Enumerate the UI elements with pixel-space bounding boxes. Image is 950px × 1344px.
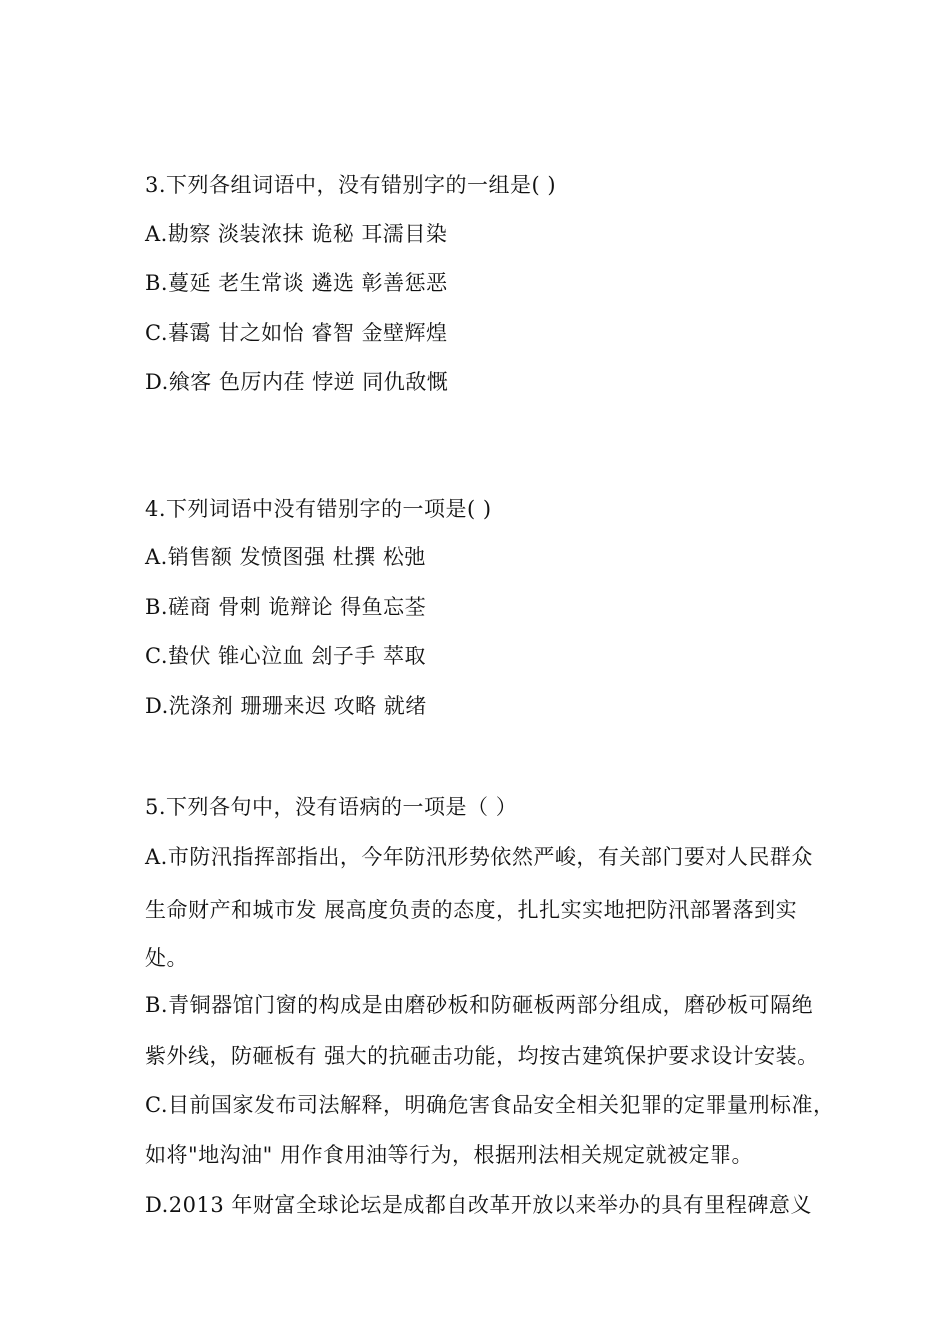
question-5-option-a-line-3: 处。 (145, 946, 188, 970)
question-5-option-a-line-1: A.市防汛指挥部指出，今年防汛形势依然严峻，有关部门要对人民群众 (145, 845, 813, 869)
question-5-option-c-line-2: 如将"地沟油" 用作食用油等行为，根据刑法相关规定就被定罪。 (145, 1143, 753, 1167)
question-5-option-d-line-1: D.2013 年财富全球论坛是成都自改革开放以来举办的具有里程碑意义 (145, 1193, 812, 1217)
question-4-stem: 4.下列词语中没有错别字的一项是( ) (145, 497, 492, 521)
question-5-option-c-line-1: C.目前国家发布司法解释，明确危害食品安全相关犯罪的定罪量刑标准， (145, 1093, 835, 1117)
question-3-stem: 3.下列各组词语中，没有错别字的一组是( ) (145, 173, 557, 197)
question-5-option-a-line-2: 生命财产和城市发 展高度负责的态度，扎扎实实地把防汛部署落到实 (145, 898, 798, 922)
question-4-option-b: B.磋商 骨刺 诡辩论 得鱼忘荃 (145, 595, 427, 619)
question-5-option-b-line-2: 紫外线，防砸板有 强大的抗砸击功能，均按古建筑保护要求设计安装。 (145, 1044, 819, 1068)
question-3-option-a: A.勘察 淡装浓抹 诡秘 耳濡目染 (145, 222, 448, 246)
question-4-option-a: A.销售额 发愤图强 杜撰 松弛 (145, 545, 426, 569)
question-3-option-c: C.暮霭 甘之如怡 睿智 金壁辉煌 (145, 321, 448, 345)
question-3-option-d: D.飨客 色厉内荏 悖逆 同仇敌慨 (145, 370, 449, 394)
question-3-option-b: B.蔓延 老生常谈 遴选 彰善惩恶 (145, 271, 448, 295)
question-5-stem: 5.下列各句中，没有语病的一项是（ ） (145, 795, 518, 819)
question-4-option-d: D.洗涤剂 珊珊来迟 攻略 就绪 (145, 694, 427, 718)
question-5-option-b-line-1: B.青铜器馆门窗的构成是由磨砂板和防砸板两部分组成，磨砂板可隔绝 (145, 993, 814, 1017)
question-4-option-c: C.蛰伏 锥心泣血 刽子手 萃取 (145, 644, 427, 668)
